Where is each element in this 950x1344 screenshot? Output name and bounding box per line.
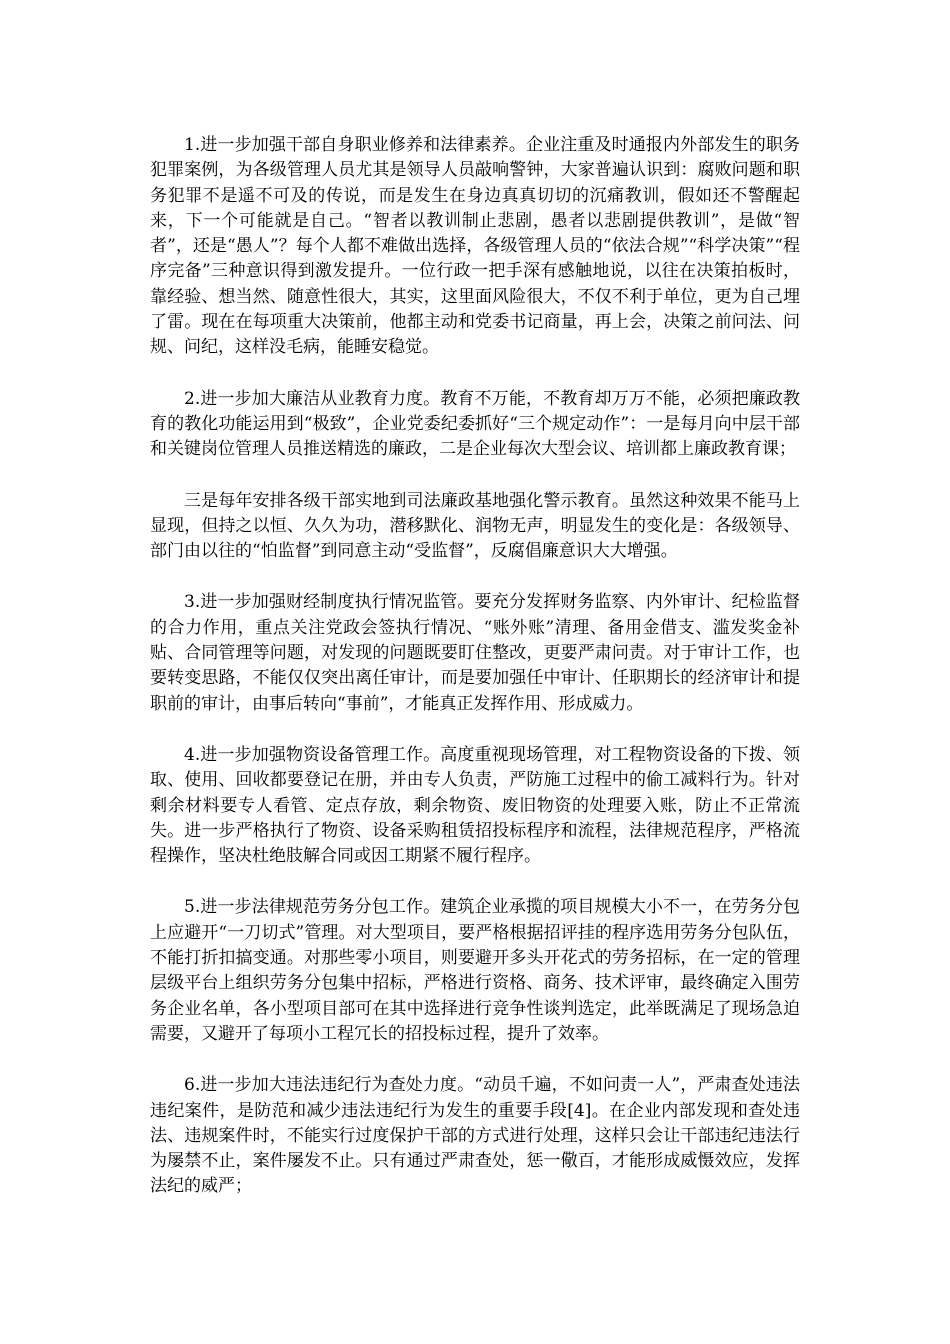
- paragraph-4: 3.进一步加强财经制度执行情况监管。要充分发挥财务监察、内外审计、纪检监督的合力作用，重点关注党政会签执行情况、“账外账”清理、备用金借支、滥发奖金补贴、合同管理等问题，对发现的问题既要盯住整改，更要严肃问责。对于审计工作，也要转变思路，不能仅仅突出离任审计，而是要加强任中审计、任职期长的经济审计和提职前的审计，由事后转向“事前”，才能真正发挥作用、形成威力。: [150, 592, 800, 714]
- paragraph-5: 4.进一步加强物资设备管理工作。高度重视现场管理，对工程物资设备的下拨、领取、使用、回收都要登记在册，并由专人负责，严防施工过程中的偷工减料行为。针对剩余材料要专人看管、定点存放，剩余物资、废旧物资的处理要入账，防止不正常流失。进一步严格执行了物资、设备采购租赁招投标程序和流程，法律规范程序，严格流程操作，坚决杜绝肢解合同或因工期紧不履行程序。: [150, 744, 800, 867]
- paragraph-6: 5.进一步法律规范劳务分包工作。建筑企业承揽的项目规模大小不一，在劳务分包上应避开“一刀切式”管理。对大型项目，要严格根据招评挂的程序选用劳务分包队伍，不能打折扣搞变通。对那些零小项目，则要避开多头开花式的劳务招标，在一定的管理层级平台上组织劳务分包集中招标，严格进行资格、商务、技术评审，最终确定入围劳务企业名单，各小型项目部可在其中选择进行竞争性谈判选定，此举既满足了现场急迫需要，又避开了每项小工程冗长的招投标过程，提升了效率。: [150, 897, 800, 1044]
- paragraph-1: 1.进一步加强干部自身职业修养和法律素养。企业注重及时通报内外部发生的职务犯罪案例，为各级管理人员尤其是领导人员敲响警钟，大家普遍认识到：腐败问题和职务犯罪不是遥不可及的传说，而是发生在身边真真切切的沉痛教训，假如还不警醒起来，下一个可能就是自己。“智者以教训制止悲剧，愚者以悲剧提供教训”，是做“智者”，还是“愚人”？每个人都不难做出选择，各级管理人员的“依法合规”“科学决策”“程序完备”三种意识得到激发提升。一位行政一把手深有感触地说，以往在决策拍板时，靠经验、想当然、随意性很大，其实，这里面风险很大，不仅不利于单位，更为自己埋了雷。现在在每项重大决策前，他都主动和党委书记商量，再上会，决策之前问法、问规、问纪，这样没毛病，能睡安稳觉。: [150, 135, 800, 358]
- document-body: [150, 133, 800, 1200]
- paragraph-7: 6.进一步加大违法违纪行为查处力度。“动员千遍，不如问责一人”，严肃查处违法违纪案件，是防范和减少违法违纪行为发生的重要手段[4]。在企业内部发现和查处违法、违规案件时，不能实行过度保护干部的方式进行处理，这样只会让干部违纪违法行为屡禁不止，案件屡发不止。只有通过严肃查处，惩一儆百，才能形成威慑效应，发挥法纪的威严；: [150, 1075, 800, 1197]
- paragraph-2: 2.进一步加大廉洁从业教育力度。教育不万能，不教育却万万不能，必须把廉政教育的教化功能运用到“极致”，企业党委纪委抓好“三个规定动作”：一是每月向中层干部和关键岗位管理人员推送精选的廉政，二是企业每次大型会议、培训都上廉政教育课；: [150, 388, 800, 460]
- paragraph-3: 三是每年安排各级干部实地到司法廉政基地强化警示教育。虽然这种效果不能马上显现，但持之以恒、久久为功，潜移默化、润物无声，明显发生的变化是：各级领导、部门由以往的“怕监督”到同意主动“受监督”，反腐倡廉意识大大增强。: [150, 490, 800, 562]
